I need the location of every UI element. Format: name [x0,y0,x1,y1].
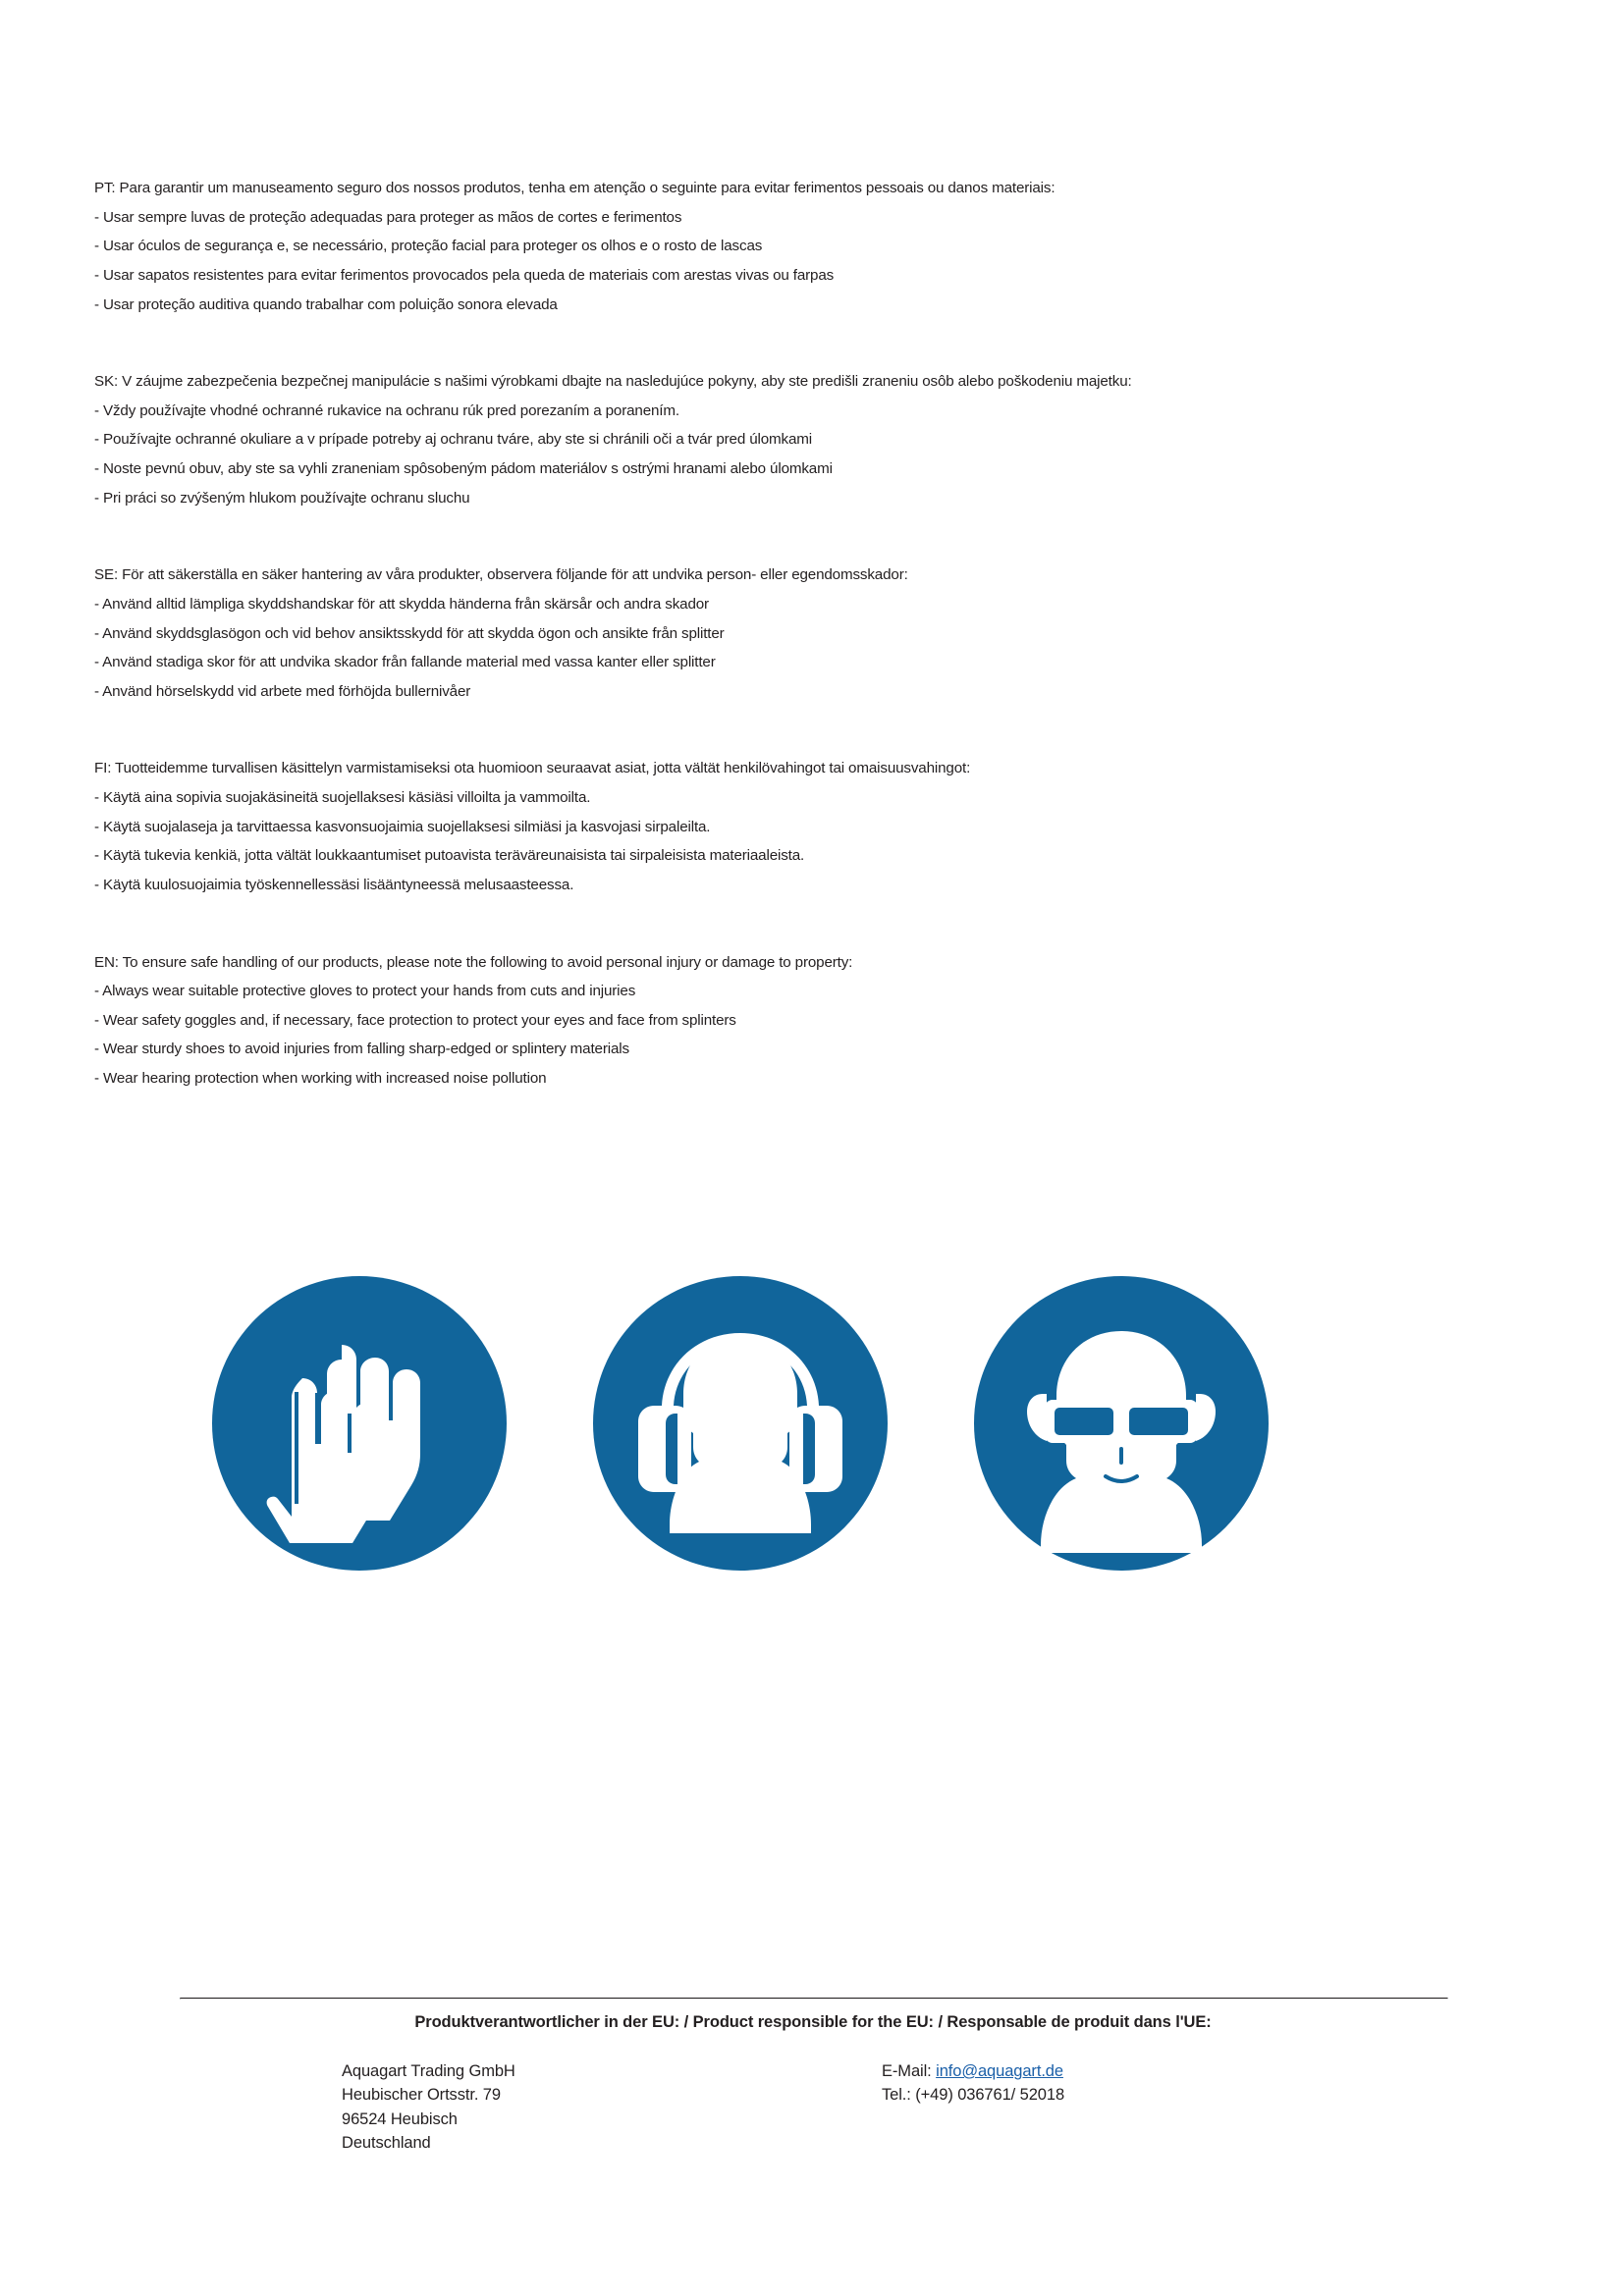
footer-address [342,2059,882,2155]
eye-protection-icon [974,1276,1269,1571]
pt-bullet-4: - Usar proteção auditiva quando trabalhar com poluição sonora elevada [94,295,558,313]
en-bullet-1: - Always wear suitable protective gloves to protect your hands from cuts and injuries [94,983,636,1000]
footer-divider [180,1998,1448,2000]
en-bullet-3: - Wear sturdy shoes to avoid injuries from falling sharp-edged or splintery materials [94,1041,629,1058]
email-link[interactable]: info@aquagart.de [936,2062,1063,2080]
sk-bullet-3: - Noste pevnú obuv, aby ste sa vyhli zraneniam spôsobeným pádom materiálov s ostrými hranami alebo úlomkami [94,460,833,477]
se-bullet-1: - Använd alltid lämpliga skyddshandskar för att skydda händerna från skärsår och andra skador [94,595,709,613]
sk-bullet-1: - Vždy používajte vhodné ochranné rukavice na ochranu rúk pred porezaním a poranením. [94,401,679,419]
email-label: E-Mail: [882,2062,937,2080]
fi-bullet-1: - Käytä aina sopivia suojakäsineitä suojellaksesi käsiäsi villoilta ja vammoilta. [94,789,591,806]
footer-columns [180,2059,1446,2155]
address-city: 96524 Heubisch [342,2109,458,2128]
address-street: Heubischer Ortsstr. 79 [342,2086,501,2105]
language-block-en [94,951,1449,1092]
contact-phone: Tel.: (+49) 036761/ 52018 [882,2086,1065,2105]
footer [180,1998,1446,2155]
language-block-fi [94,757,1449,897]
safety-instructions-section [94,177,1449,1145]
pt-intro: PT: Para garantir um manuseamento seguro dos nossos produtos, tenha em atenção o seguinte para evitar ferimentos pessoais ou danos materiais: [94,180,1056,196]
fi-bullet-4: - Käytä kuulosuojaimia työskennellessäsi lisääntyneessä melusaasteessa. [94,876,574,893]
se-bullet-2: - Använd skyddsglasögon och vid behov ansiktsskydd för att skydda ögon och ansikte från splitter [94,624,725,642]
sk-bullet-2: - Používajte ochranné okuliare a v prípade potreby aj ochranu tváre, aby ste si chránili oči a tvár pred úlomkami [94,431,812,449]
ear-protection-icon [593,1276,888,1571]
language-block-sk [94,370,1449,510]
footer-title: Produktverantwortlicher in der EU: / Product responsible for the EU: / Responsable de produit dans l'UE: [414,2013,1212,2031]
fi-intro: FI: Tuotteidemme turvallisen käsittelyn varmistamiseksi ota huomioon seuraavat asiat, jotta vältät henkilövahingot tai omaisuusvahingot: [94,760,971,777]
language-block-pt [94,177,1449,317]
se-intro: SE: För att säkerställa en säker hantering av våra produkter, observera följande för att undvika person- eller egendomsskador: [94,566,908,584]
se-bullet-3: - Använd stadiga skor för att undvika skador från fallande material med vassa kanter eller splitter [94,654,716,671]
footer-contact [882,2059,1373,2155]
en-bullet-4: - Wear hearing protection when working with increased noise pollution [94,1070,547,1087]
fi-bullet-2: - Käytä suojalaseja ja tarvittaessa kasvonsuojaimia suojellaksesi silmiäsi ja kasvojasi sirpaleilta. [94,818,711,835]
se-bullet-4: - Använd hörselskydd vid arbete med förhöjda bullernivåer [94,682,471,700]
address-company: Aquagart Trading GmbH [342,2062,515,2080]
fi-bullet-3: - Käytä tukevia kenkiä, jotta vältät loukkaantumiset putoavista teräväreunaisista tai sirpaleisista materiaaleista. [94,847,805,865]
sk-bullet-4: - Pri práci so zvýšeným hlukom používajte ochranu sluchu [94,489,470,507]
pt-bullet-1: - Usar sempre luvas de proteção adequadas para proteger as mãos de cortes e ferimentos [94,208,682,226]
pt-bullet-2: - Usar óculos de segurança e, se necessário, proteção facial para proteger os olhos e o rosto de lascas [94,238,763,255]
contact-email-row [882,2059,1373,2083]
address-country: Deutschland [342,2133,431,2152]
pictogram-row [94,1276,1449,1571]
language-block-se [94,563,1449,704]
protective-gloves-icon [212,1276,507,1571]
en-intro: EN: To ensure safe handling of our products, please note the following to avoid personal injury or damage to property: [94,953,853,971]
pt-bullet-3: - Usar sapatos resistentes para evitar ferimentos provocados pela queda de materiais com arestas vivas ou farpas [94,266,835,284]
en-bullet-2: - Wear safety goggles and, if necessary, face protection to protect your eyes and face from splinters [94,1011,736,1029]
sk-intro: SK: V záujme zabezpečenia bezpečnej manipulácie s našimi výrobkami dbajte na nasledujúce pokyny, aby ste predišli zraneniu osôb alebo poškodeniu majetku: [94,373,1132,391]
